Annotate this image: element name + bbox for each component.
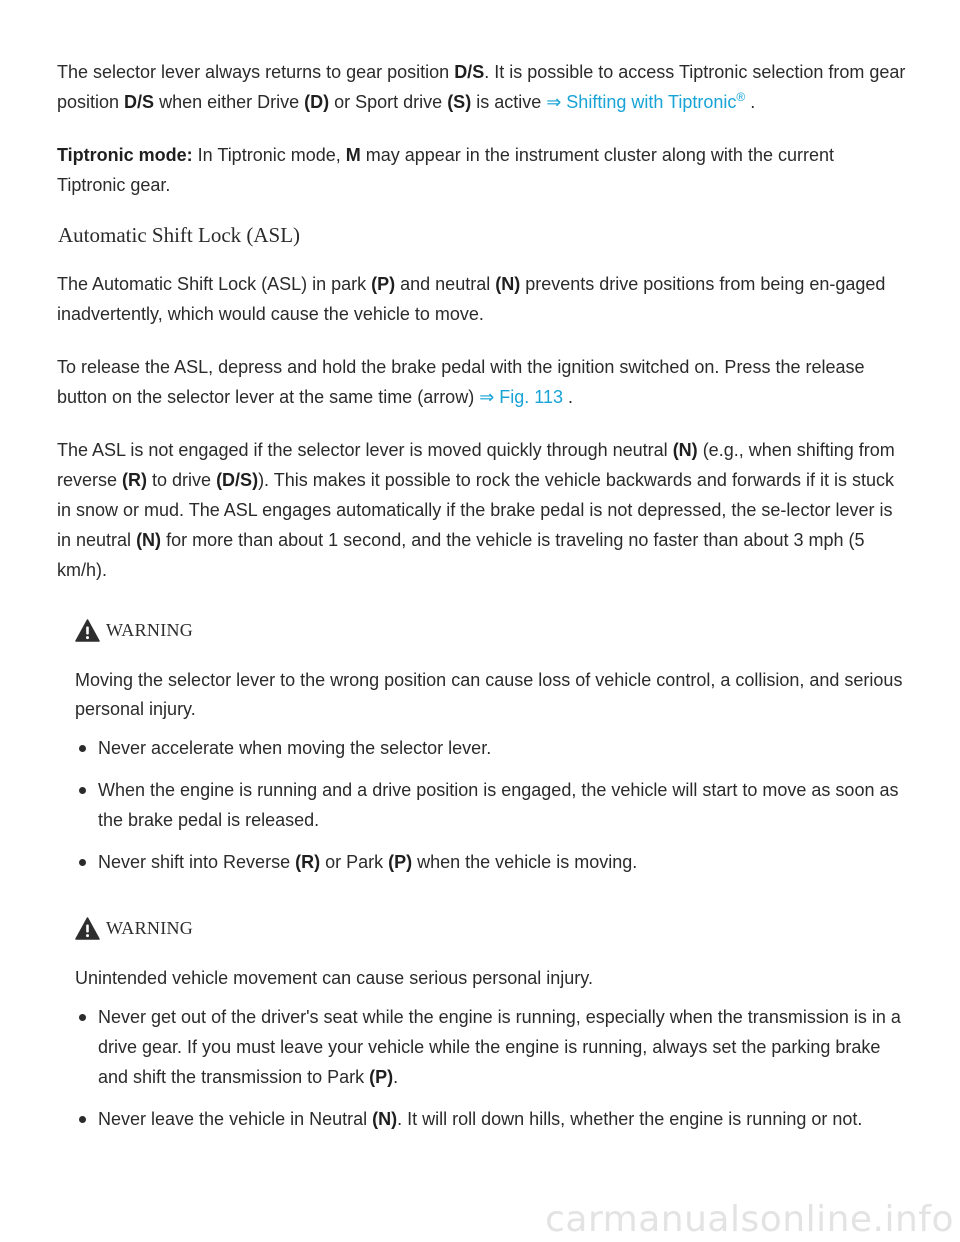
warning-triangle-icon	[75, 917, 100, 940]
bullet-icon	[79, 745, 86, 752]
warning-text: Moving the selector lever to the wrong position can cause loss of vehicle control, a collision, and serious personal injury.	[75, 670, 903, 719]
shifting-with-tiptronic-link[interactable]: ⇒ Shifting with Tiptronic®	[546, 90, 746, 112]
warning-triangle-icon	[75, 619, 100, 642]
bullet-icon	[79, 1116, 86, 1123]
section-heading: Automatic Shift Lock (ASL)	[58, 223, 301, 247]
fig-113-link[interactable]: ⇒ Fig. 113	[479, 387, 563, 407]
bullet-icon	[79, 787, 86, 794]
warning-header	[75, 615, 907, 645]
list-item: Never shift into Reverse (R) or Park (P) when the vehicle is moving.	[75, 847, 907, 877]
paragraph-tiptronic-mode: Tiptronic mode: In Tiptronic mode, M may appear in the instrument cluster along with the current Tiptronic gear.	[57, 145, 834, 195]
warning-header	[75, 913, 907, 943]
warning-list	[75, 1002, 907, 1134]
document-body	[57, 57, 907, 1146]
watermark: carmanualsonline.info	[545, 1199, 954, 1240]
bullet-icon	[79, 1014, 86, 1021]
paragraph-selector-lever: The selector lever always returns to gear position D/S. It is possible to access Tiptronic selection from gear position D/S when either Drive (D) or Sport drive (S) is active ⇒ Shifting with Tiptronic® .	[57, 62, 906, 112]
list-item: When the engine is running and a drive position is engaged, the vehicle will start to move as soon as the brake pedal is released.	[75, 775, 907, 835]
warning-text: Unintended vehicle movement can cause serious personal injury.	[75, 968, 593, 988]
warning-box-selector-lever	[75, 615, 907, 877]
bullet-icon	[79, 859, 86, 866]
list-item: Never leave the vehicle in Neutral (N). It will roll down hills, whether the engine is running or not.	[75, 1104, 907, 1134]
paragraph-asl-release: To release the ASL, depress and hold the brake pedal with the ignition switched on. Press the release button on the selector lever at the same time (arrow) ⇒ Fig. 113 .	[57, 357, 865, 407]
list-item: Never get out of the driver's seat while the engine is running, especially when the transmission is in a drive gear. If you must leave your vehicle while the engine is running, always set the parking brake and shift the transmission to Park (P).	[75, 1002, 907, 1092]
paragraph-asl-intro: The Automatic Shift Lock (ASL) in park (P) and neutral (N) prevents drive positions from being en-gaged inadvertently, which would cause the vehicle to move.	[57, 274, 886, 324]
list-item: Never accelerate when moving the selector lever.	[75, 733, 907, 763]
warning-label: WARNING	[106, 918, 194, 938]
paragraph-asl-not-engaged: The ASL is not engaged if the selector lever is moved quickly through neutral (N) (e.g., when shifting from reverse (R) to drive (D/S)). This makes it possible to rock the vehicle backwards and forwards if it is stuck in snow or mud. The ASL engages automatically if the brake pedal is not depressed, the se-lector lever is in neutral (N) for more than about 1 second, and the vehicle is traveling no faster than about 3 mph (5 km/h).	[57, 440, 895, 580]
warning-box-vehicle-movement	[75, 913, 907, 1134]
warning-list	[75, 733, 907, 877]
warning-label: WARNING	[106, 620, 194, 640]
